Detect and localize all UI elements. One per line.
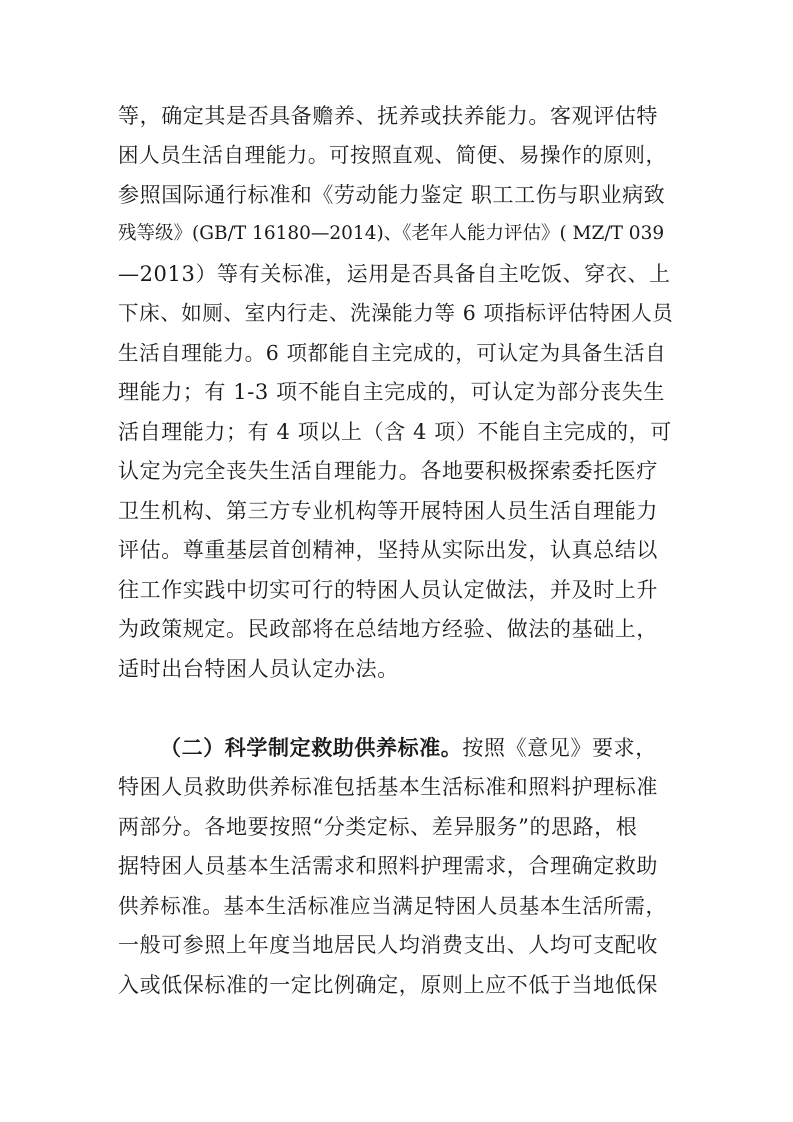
text-line: 评估。尊重基层首创精神，坚持从实际出发，认真总结以 (118, 538, 658, 562)
section-heading-line (160, 733, 678, 763)
section-heading-continuation: 按照《意见》要求， (462, 736, 657, 760)
text-line: 据特困人员基本生活需求和照料护理需求，合理确定救助 (118, 854, 658, 878)
text-line: 下床、如厕、室内行走、洗澡能力等 6 项指标评估特困人员 (118, 301, 674, 325)
text-line: 生活自理能力。6 项都能自主完成的，可认定为具备生活自 (118, 341, 667, 365)
text-line: 为政策规定。民政部将在总结地方经验、做法的基础上， (118, 617, 658, 641)
text-line: 参照国际通行标准和《劳动能力鉴定 职工工伤与职业病致 (118, 183, 666, 207)
text-line: 理能力；有 1-3 项不能自主完成的，可认定为部分丧失生 (118, 380, 665, 404)
text-line: 等，确定其是否具备赡养、抚养或扶养能力。客观评估特 (118, 104, 658, 128)
text-line: 卫生机构、第三方专业机构等开展特困人员生活自理能力 (118, 499, 658, 523)
text-line: 入或低保标准的一定比例确定，原则上应不低于当地低保 (118, 973, 658, 997)
text-line: 供养标准。基本生活标准应当满足特困人员基本生活所需， (118, 894, 667, 918)
text-line: 往工作实践中切实可行的特困人员认定做法，并及时上升 (118, 578, 658, 602)
text-line: 特困人员救助供养标准包括基本生活标准和照料护理标准 (118, 775, 658, 799)
text-line: 适时出台特困人员认定办法。 (118, 657, 399, 681)
text-line: 残等级》(GB/T 16180—2014)、《老年人能力评估》( MZ/T 039 (118, 223, 665, 244)
text-line: —2013）等有关标准，运用是否具备自主吃饭、穿衣、上 (118, 262, 671, 286)
text-line: 两部分。各地要按照“分类定标、差异服务”的思路，根 (118, 815, 638, 839)
section-heading: （二）科学制定救助供养标准。 (160, 735, 463, 760)
text-line: 认定为完全丧失生活自理能力。各地要积极探索委托医疗 (118, 459, 658, 483)
text-line: 活自理能力；有 4 项以上（含 4 项）不能自主完成的，可 (118, 420, 672, 444)
text-line: 困人员生活自理能力。可按照直观、简便、易操作的原则， (118, 143, 667, 167)
text-line: 一般可参照上年度当地居民人均消费支出、人均可支配收 (118, 933, 658, 957)
